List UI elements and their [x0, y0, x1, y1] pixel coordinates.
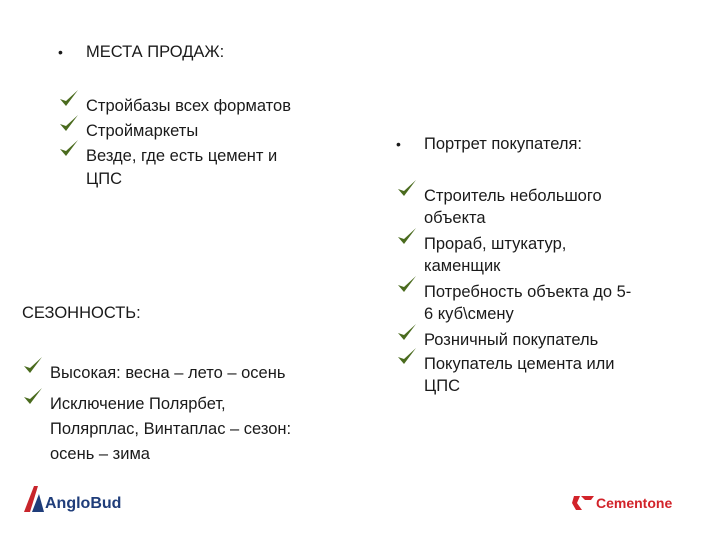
sales-item-continuation: ЦПС — [86, 170, 122, 188]
season-item: Высокая: весна – лето – осень — [50, 364, 286, 382]
checkmark-icon — [396, 322, 418, 344]
season-item-continuation: Полярплас, Винтаплас – сезон: — [50, 420, 292, 438]
anglobud-logo — [22, 484, 122, 514]
buyer-item-continuation: 6 куб\смену — [424, 305, 514, 323]
sales-item: Стройбазы всех форматов — [86, 97, 291, 115]
buyer-item-continuation: объекта — [424, 209, 486, 227]
bullet-dot: • — [396, 136, 401, 152]
checkmark-icon — [22, 355, 44, 377]
checkmark-icon — [58, 113, 80, 135]
season-item: Исключение Полярбет, — [50, 395, 226, 413]
anglobud-wordmark: AngloBud — [45, 495, 122, 512]
buyer-item: Потребность объекта до 5- — [424, 283, 632, 301]
checkmark-icon — [396, 274, 418, 296]
buyer-heading: Портрет покупателя: — [424, 135, 583, 153]
buyer-item: Прораб, штукатур, — [424, 235, 567, 253]
season-item-continuation: осень – зима — [50, 445, 150, 463]
season-heading: СЕЗОННОСТЬ: — [22, 304, 141, 322]
checkmark-icon — [396, 346, 418, 368]
cementone-logo — [572, 492, 698, 514]
checkmark-icon — [396, 226, 418, 248]
buyer-item-continuation: ЦПС — [424, 377, 460, 395]
checkmark-icon — [58, 138, 80, 160]
checkmark-icon — [396, 178, 418, 200]
checkmark-icon — [22, 386, 44, 408]
sales-item: Везде, где есть цемент и — [86, 147, 278, 165]
bullet-dot: • — [58, 44, 63, 60]
sales-item: Строймаркеты — [86, 122, 199, 140]
sales-heading: МЕСТА ПРОДАЖ: — [86, 43, 225, 61]
cementone-wordmark: Cementone — [596, 495, 673, 511]
buyer-item: Строитель небольшого — [424, 187, 602, 205]
buyer-item: Покупатель цемента или — [424, 355, 615, 373]
buyer-item: Розничный покупатель — [424, 331, 599, 349]
checkmark-icon — [58, 88, 80, 110]
buyer-item-continuation: каменщик — [424, 257, 501, 275]
